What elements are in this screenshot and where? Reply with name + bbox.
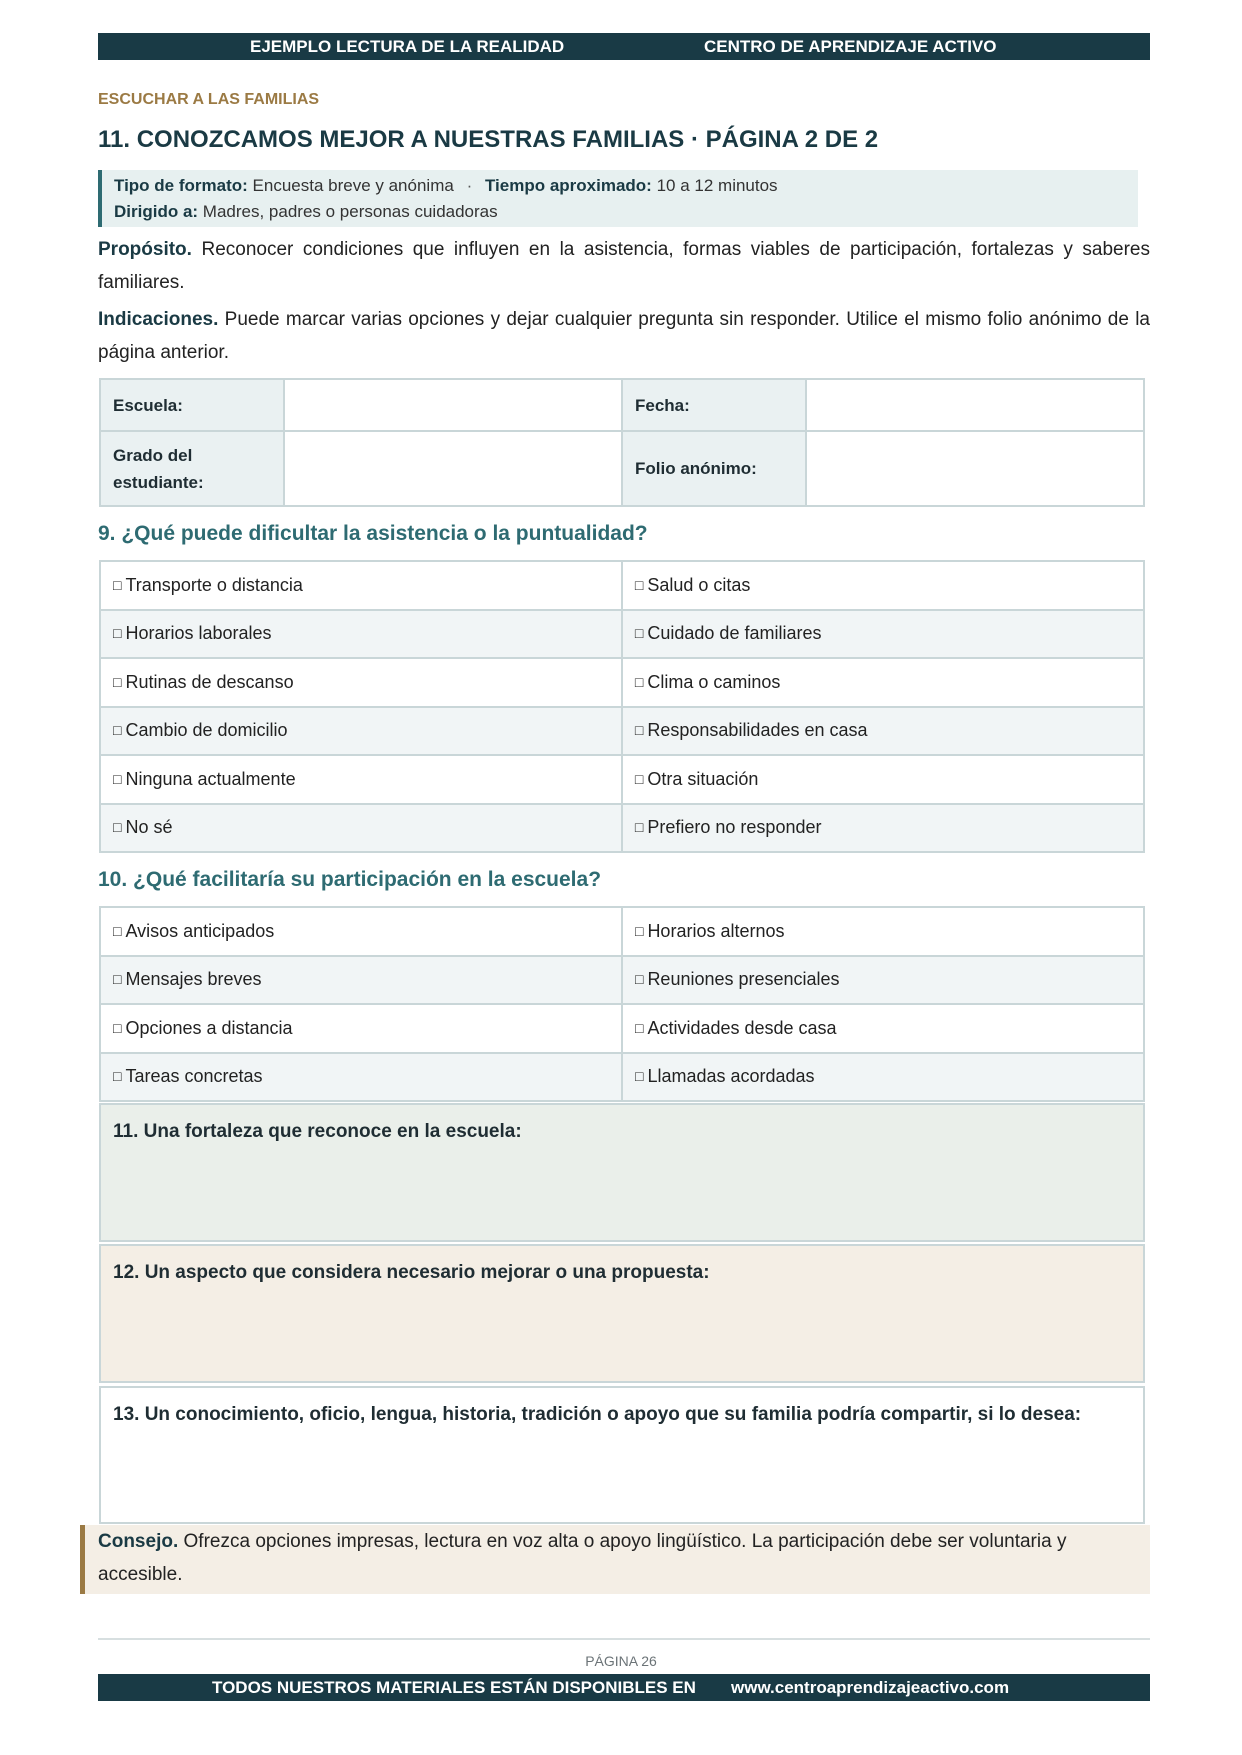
checkbox-icon[interactable]: □ bbox=[113, 673, 122, 690]
option-cell[interactable] bbox=[100, 707, 622, 756]
option-label: No sé bbox=[125, 817, 173, 838]
option-label: Avisos anticipados bbox=[125, 920, 275, 941]
checkbox-icon[interactable]: □ bbox=[634, 1019, 644, 1036]
footer-bar bbox=[98, 1674, 1150, 1701]
section-label: ESCUCHAR A LAS FAMILIAS bbox=[98, 91, 320, 108]
option-cell[interactable] bbox=[100, 804, 622, 853]
audience-label: Dirigido a: bbox=[114, 202, 199, 221]
time-value: 10 a 12 minutos bbox=[656, 176, 778, 195]
option-cell[interactable] bbox=[100, 956, 622, 1005]
checkbox-icon[interactable]: □ bbox=[113, 770, 122, 787]
option-label: Llamadas acordadas bbox=[647, 1066, 815, 1087]
meta-line-1 bbox=[114, 173, 1138, 199]
checkbox-icon[interactable]: □ bbox=[634, 722, 644, 739]
checkbox-icon[interactable]: □ bbox=[634, 819, 644, 836]
header-left-text: EJEMPLO LECTURA DE LA REALIDAD bbox=[250, 37, 565, 56]
date-label: Fecha: bbox=[622, 379, 806, 431]
question-13-label: 13. Un conocimiento, oficio, lengua, historia, tradición o apoyo que su familia podría compartir, si lo desea: bbox=[113, 1404, 1082, 1425]
checkbox-icon[interactable]: □ bbox=[634, 922, 644, 939]
option-cell[interactable] bbox=[622, 755, 1144, 804]
checkbox-icon[interactable]: □ bbox=[634, 971, 644, 988]
question-11-label: 11. Una fortaleza que reconoce en la escuela: bbox=[113, 1121, 522, 1142]
tip-label: Consejo. bbox=[98, 1531, 179, 1552]
option-label: Cuidado de familiares bbox=[647, 623, 822, 644]
option-cell[interactable] bbox=[622, 804, 1144, 853]
footer-divider bbox=[98, 1638, 1150, 1640]
question-10-title: 10. ¿Qué facilitaría su participación en la escuela? bbox=[98, 868, 602, 891]
purpose-text: Reconocer condiciones que influyen en la asistencia, formas viables de participación, fortalezas y saberes familiares. bbox=[98, 239, 1150, 293]
option-cell[interactable] bbox=[622, 1004, 1144, 1053]
option-label: Reuniones presenciales bbox=[647, 969, 840, 990]
option-label: Otra situación bbox=[647, 768, 759, 789]
option-label: Mensajes breves bbox=[125, 969, 262, 990]
tip-text: Ofrezca opciones impresas, lectura en voz alta o apoyo lingüístico. La participación debe ser voluntaria y accesible. bbox=[98, 1531, 1067, 1585]
option-cell[interactable] bbox=[622, 907, 1144, 956]
option-label: Ninguna actualmente bbox=[125, 768, 296, 789]
instructions-paragraph bbox=[98, 303, 1150, 369]
checkbox-icon[interactable]: □ bbox=[113, 922, 122, 939]
page-title: 11. CONOZCAMOS MEJOR A NUESTRAS FAMILIAS · PÁGINA 2 DE 2 bbox=[98, 126, 879, 153]
audience-value: Madres, padres o personas cuidadoras bbox=[202, 202, 498, 221]
question-11-box[interactable] bbox=[99, 1103, 1145, 1242]
format-value: Encuesta breve y anónima bbox=[252, 176, 454, 195]
purpose-label: Propósito. bbox=[98, 239, 192, 260]
option-label: Clima o caminos bbox=[647, 671, 781, 692]
option-cell[interactable] bbox=[100, 755, 622, 804]
option-cell[interactable] bbox=[622, 707, 1144, 756]
option-cell[interactable] bbox=[622, 561, 1144, 610]
question-9-title: 9. ¿Qué puede dificultar la asistencia o la puntualidad? bbox=[98, 522, 648, 545]
option-cell[interactable] bbox=[100, 610, 622, 659]
checkbox-icon[interactable]: □ bbox=[634, 1068, 644, 1085]
checkbox-icon[interactable]: □ bbox=[634, 770, 644, 787]
option-cell[interactable] bbox=[100, 658, 622, 707]
checkbox-icon[interactable]: □ bbox=[113, 1068, 122, 1085]
header-right-text: CENTRO DE APRENDIZAJE ACTIVO bbox=[704, 37, 997, 56]
option-label: Transporte o distancia bbox=[125, 574, 303, 595]
instructions-label: Indicaciones. bbox=[98, 309, 219, 330]
footer-left-text: TODOS NUESTROS MATERIALES ESTÁN DISPONIBLES EN bbox=[212, 1678, 696, 1697]
question-12-box[interactable] bbox=[99, 1244, 1145, 1383]
school-field[interactable] bbox=[284, 379, 622, 431]
checkbox-icon[interactable]: □ bbox=[113, 1019, 122, 1036]
format-info-box bbox=[98, 170, 1138, 227]
option-cell[interactable] bbox=[622, 1053, 1144, 1102]
grade-label: Grado del estudiante: bbox=[100, 431, 284, 506]
school-label: Escuela: bbox=[100, 379, 284, 431]
option-cell[interactable] bbox=[100, 1004, 622, 1053]
checkbox-icon[interactable]: □ bbox=[634, 625, 644, 642]
checkbox-icon[interactable]: □ bbox=[113, 576, 122, 593]
tip-box bbox=[80, 1525, 1150, 1594]
footer-website-link[interactable]: www.centroaprendizajeactivo.com bbox=[731, 1678, 1010, 1697]
option-label: Opciones a distancia bbox=[125, 1017, 293, 1038]
folio-label: Folio anónimo: bbox=[622, 431, 806, 506]
option-label: Responsabilidades en casa bbox=[647, 720, 868, 741]
format-label: Tipo de formato: bbox=[114, 176, 248, 195]
checkbox-icon[interactable]: □ bbox=[634, 673, 644, 690]
meta-separator: · bbox=[466, 176, 473, 195]
option-label: Cambio de domicilio bbox=[125, 720, 288, 741]
time-label: Tiempo aproximado: bbox=[484, 176, 652, 195]
page-number: PÁGINA 26 bbox=[585, 1653, 657, 1669]
option-cell[interactable] bbox=[622, 610, 1144, 659]
header-bar bbox=[98, 33, 1150, 60]
question-10-options bbox=[99, 906, 1145, 1102]
option-label: Horarios alternos bbox=[647, 920, 785, 941]
checkbox-icon[interactable]: □ bbox=[113, 971, 122, 988]
option-cell[interactable] bbox=[100, 561, 622, 610]
checkbox-icon[interactable]: □ bbox=[113, 819, 122, 836]
option-label: Actividades desde casa bbox=[647, 1017, 837, 1038]
option-label: Salud o citas bbox=[647, 574, 751, 595]
date-field[interactable] bbox=[806, 379, 1144, 431]
option-label: Rutinas de descanso bbox=[125, 671, 294, 692]
checkbox-icon[interactable]: □ bbox=[634, 576, 644, 593]
option-cell[interactable] bbox=[100, 1053, 622, 1102]
checkbox-icon[interactable]: □ bbox=[113, 722, 122, 739]
meta-line-2 bbox=[114, 199, 1138, 225]
instructions-text: Puede marcar varias opciones y dejar cualquier pregunta sin responder. Utilice el mismo folio anónimo de la página anterior. bbox=[98, 309, 1150, 363]
option-label: Prefiero no responder bbox=[647, 817, 822, 838]
option-label: Tareas concretas bbox=[125, 1066, 263, 1087]
option-label: Horarios laborales bbox=[125, 623, 272, 644]
folio-field[interactable] bbox=[806, 431, 1144, 506]
checkbox-icon[interactable]: □ bbox=[113, 625, 122, 642]
option-cell[interactable] bbox=[100, 907, 622, 956]
question-13-box[interactable] bbox=[99, 1386, 1145, 1524]
purpose-paragraph bbox=[98, 233, 1150, 299]
info-table bbox=[99, 378, 1145, 507]
question-9-options bbox=[99, 560, 1145, 853]
grade-field[interactable] bbox=[284, 431, 622, 506]
option-cell[interactable] bbox=[622, 956, 1144, 1005]
question-12-label: 12. Un aspecto que considera necesario mejorar o una propuesta: bbox=[113, 1262, 710, 1283]
option-cell[interactable] bbox=[622, 658, 1144, 707]
